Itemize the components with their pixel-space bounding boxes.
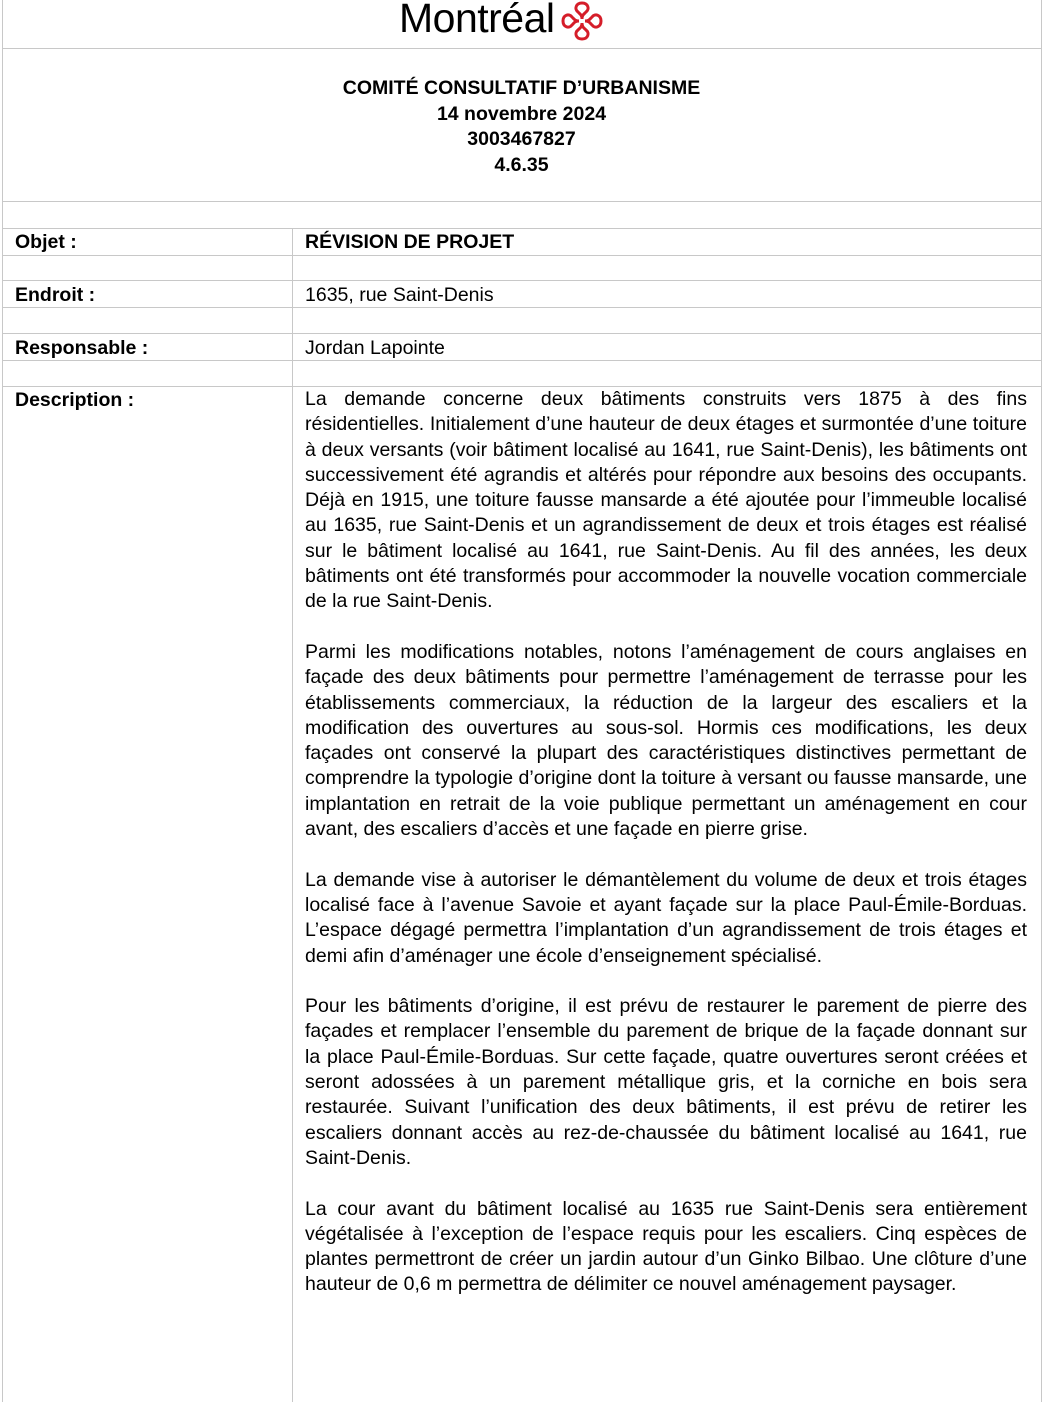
description-paragraph: La demande vise à autoriser le démantèlement du volume de deux et trois étages localisé face à l’avenue Savoie et ayant façade sur la place Paul-Émile-Borduas. L’espace dégagé permettra l’implantation d’un agrandissement de trois étages et demi afin d’aménager une école d’enseignement spécialisé.: [305, 868, 1027, 967]
row-divider: [2, 280, 1041, 281]
file-number: 3003467827: [467, 128, 576, 150]
row-divider: [2, 228, 1041, 229]
responsable-label: Responsable :: [15, 337, 149, 359]
row-divider: [2, 333, 1041, 334]
table-border-left: [2, 0, 3, 1402]
objet-label: Objet :: [15, 231, 77, 253]
meeting-date: 14 novembre 2024: [436, 102, 607, 125]
description-body: [305, 387, 1027, 1323]
table-border-right: [1041, 0, 1042, 1402]
objet-value: RÉVISION DE PROJET: [305, 231, 515, 253]
row-divider: [2, 201, 1041, 202]
meeting-header: [2, 76, 1041, 178]
endroit-label: Endroit :: [15, 284, 96, 306]
description-paragraph: Parmi les modifications notables, notons l’aménagement de cours anglaises en façade des deux bâtiments pour permettre l’aménagement de terrasse pour les établissements commerciaux, la réduction de la largeur des escaliers et la modification des ouvertures au sous-sol. Hormis ces modifications, les deux façades ont conservé la plupart des caractéristiques distinctives permettant de comprendre la typologie d’origine dont la toiture à versant ou fausse mansarde, une implantation en retrait de la voie publique permettant un aménagement en cour avant, des escaliers d’accès et une façade en pierre grise.: [305, 640, 1027, 841]
committee-title: COMITÉ CONSULTATIF D’URBANISME: [342, 77, 701, 99]
montreal-logo: [399, 0, 605, 42]
column-divider: [292, 228, 293, 1402]
responsable-value: Jordan Lapointe: [305, 337, 445, 359]
item-number: 4.6.35: [494, 153, 549, 176]
logo-wordmark: Montréal: [399, 0, 555, 41]
description-paragraph: Pour les bâtiments d’origine, il est prévu de restaurer le parement de pierre des façades et remplacer l’ensemble du parement de brique de la façade donnant sur la place Paul-Émile-Borduas. Sur cette façade, quatre ouvertures seront créées et seront adossées à un parement métallique gris, et la corniche en bois sera restaurée. Suivant l’unification des deux bâtiments, il est prévu de retirer les escaliers donnant accès au rez-de-chaussée du bâtiment localisé au 1641, rue Saint-Denis.: [305, 995, 1027, 1169]
montreal-rosette-icon: [559, 0, 605, 42]
row-divider: [2, 48, 1041, 49]
row-divider: [2, 307, 1041, 308]
endroit-value: 1635, rue Saint-Denis: [305, 284, 494, 306]
description-paragraph: La cour avant du bâtiment localisé au 1635 rue Saint-Denis sera entièrement végétalisée à l’exception de l’espace requis pour les escaliers. Cinq espèces de plantes permettront de créer un jardin autour d’un Ginko Bilbao. Une clôture d’une hauteur de 0,6 m permettra de délimiter ce nouvel aménagement paysager.: [305, 1197, 1027, 1296]
description-label: Description :: [15, 389, 135, 411]
row-divider: [2, 360, 1041, 361]
description-paragraph: La demande concerne deux bâtiments construits vers 1875 à des fins résidentielles. Initialement d’une hauteur de deux étages et surmontée d’une toiture à deux versants (voir bâtiment localisé au 1641, rue Saint-Denis), les bâtiments ont successivement été agrandis et altérés pour répondre aux besoins des occupants. Déjà en 1915, une toiture fausse mansarde a été ajoutée pour l’immeuble localisé au 1635, rue Saint-Denis et un agrandissement de deux et trois étages est réalisé sur le bâtiment localisé au 1641, rue Saint-Denis. Au fil des années, les deux bâtiments ont été transformés pour accommoder la nouvelle vocation commerciale de la rue Saint-Denis.: [305, 388, 1027, 613]
row-divider: [2, 255, 1041, 256]
